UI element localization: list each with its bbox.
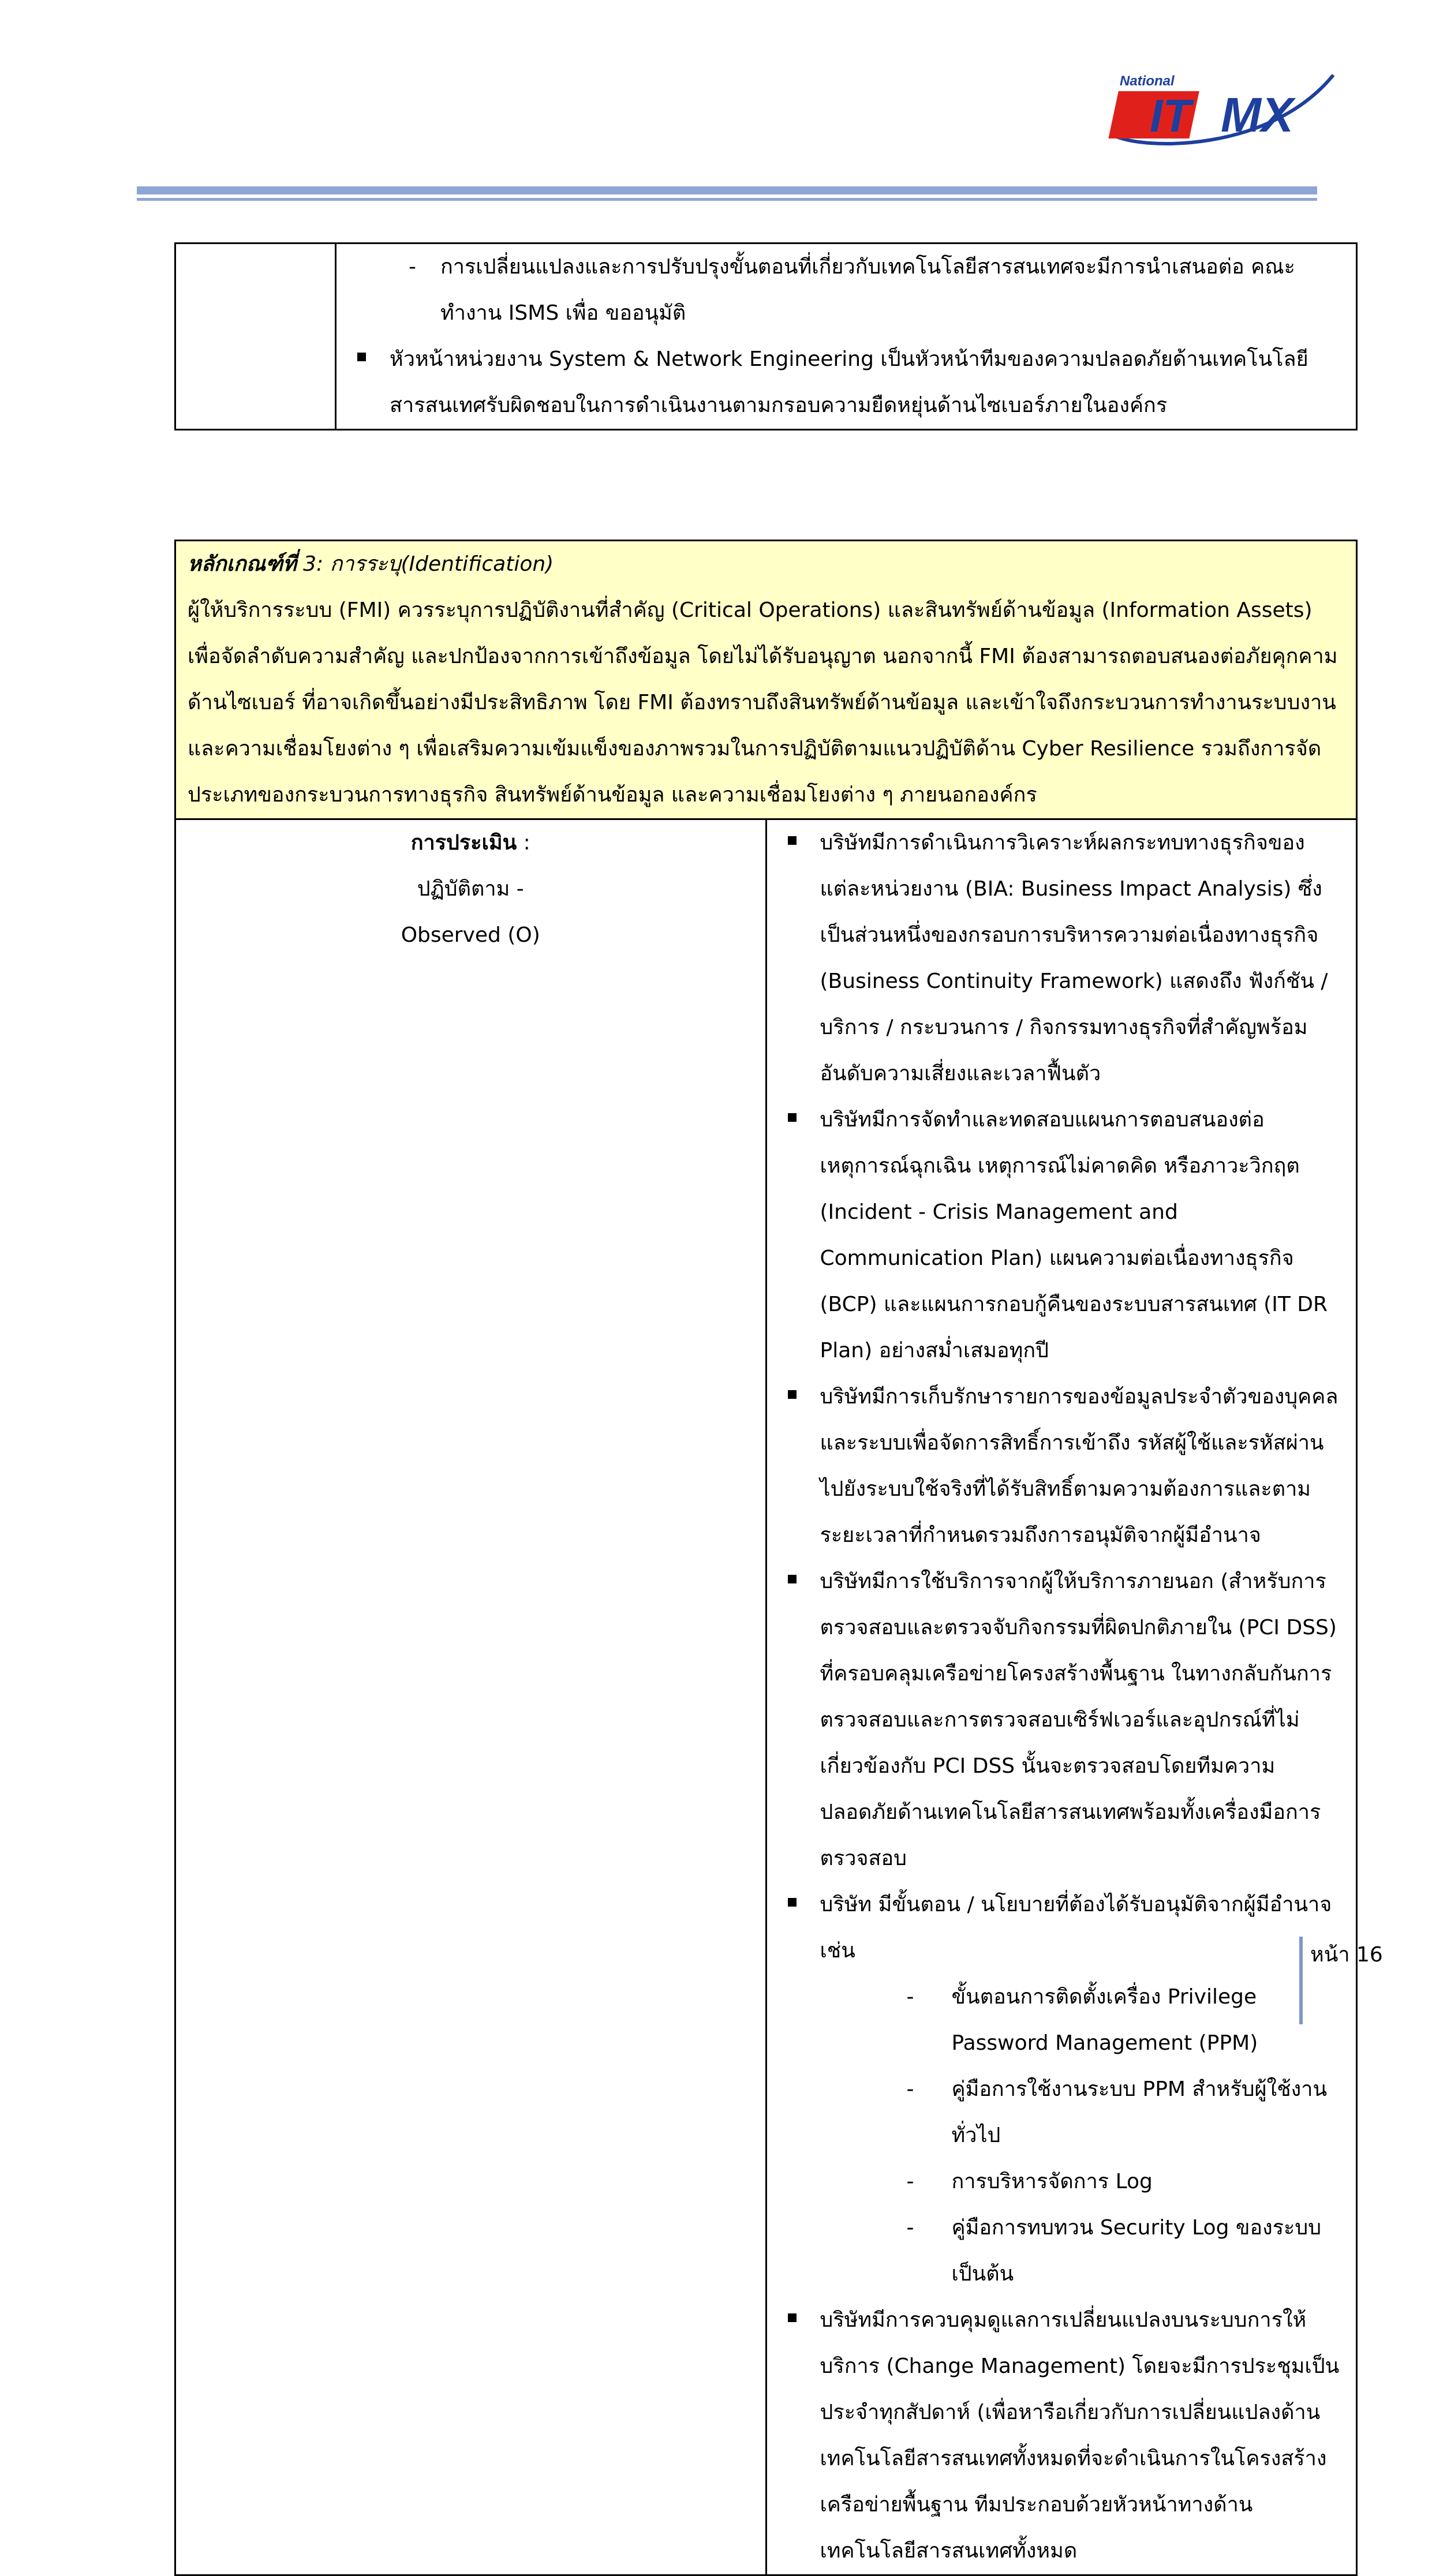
assessment-bullet-list — [779, 820, 1345, 2574]
sub-item-text: การบริหารจัดการ Log — [951, 2170, 1153, 2193]
list-item — [779, 1882, 1345, 2297]
bullet-marker — [788, 1898, 797, 1907]
assessment-bullet-text: บริษัทมีการเก็บรักษารายการของข้อมูลประจำตัวของบุคคลและระบบเพื่อจัดการสิทธิ์การเข้าถึง รหัสผู้ใช้และรหัสผ่านไปยังระบบใช้จริงที่ได้รับสิทธิ์ตามความต้องการและตามระยะเวลาที่กำหนดรวมถึงการอนุมัติจากผู้มีอำนาจ — [820, 1385, 1338, 1547]
sub-list-item — [907, 2159, 1345, 2205]
list-item — [779, 1097, 1345, 1374]
assessment-bullet-text: บริษัทมีการควบคุมดูแลการเปลี่ยนแปลงบนระบบการให้บริการ (Change Management) โดยจะมีการประชุมเป็นประจำทุกสัปดาห์ (เพื่อหารือเกี่ยวกับการเปลี่ยนแปลงด้านเทคโนโลยีสารสนเทศทั้งหมดที่จะดำเนินการในโครงสร้างเครือข่ายพื้นฐาน ทีมประกอบด้วยหัวหน้าทางด้านเทคโนโลยีสารสนเทศทั้งหมด — [820, 2308, 1340, 2563]
sub-list-item — [907, 2205, 1345, 2297]
assessment-label-line1 — [182, 820, 760, 866]
bullet-marker — [357, 353, 366, 361]
bullet-marker — [788, 2313, 797, 2322]
logo-it-text: IT — [1150, 90, 1191, 141]
logo-mx-text: MX — [1221, 88, 1293, 142]
itmx-logo — [1097, 63, 1345, 156]
criteria-title-bold: หลักเกณฑ์ที่ — [188, 552, 297, 576]
dash-marker: - — [409, 255, 416, 279]
assessment-label-line3: Observed (O) — [401, 923, 540, 947]
list-item — [348, 336, 1344, 429]
continuation-table — [174, 242, 1358, 430]
criteria-row — [175, 541, 1357, 819]
list-item — [779, 820, 1345, 1097]
bullet-marker — [788, 1575, 797, 1583]
assessment-sub-list — [820, 1974, 1345, 2297]
continuation-row — [175, 244, 1357, 430]
header-rule-thick — [137, 186, 1317, 194]
criteria-title — [188, 541, 1344, 587]
assessment-bullet-text: บริษัทมีการจัดทำและทดสอบแผนการตอบสนองต่อเหตุการณ์ฉุกเฉิน เหตุการณ์ไม่คาดคิด หรือภาวะวิกฤต (Incident - Crisis Management and Communication Plan) แผนความต่อเนื่องทางธุรกิจ (BCP) และแผนการกอบกู้คืนของระบบสารสนเทศ (IT DR Plan) อย่างสม่ำเสมอทุกปี — [820, 1108, 1328, 1362]
assessment-label-line2: ปฏิบัติตาม - — [417, 877, 524, 901]
continuation-content-cell — [336, 244, 1357, 430]
continuation-dash-item — [348, 244, 1344, 336]
assessment-bullet-text: บริษัทมีการใช้บริการจากผู้ให้บริการภายนอก (สำหรับการตรวจสอบและตรวจจับกิจกรรมที่ผิดปกติภายใน (PCI DSS) ที่ครอบคลุมเครือข่ายโครงสร้างพื้นฐาน ในทางกลับกันการตรวจสอบและการตรวจสอบเซิร์ฟเวอร์และอุปกรณ์ที่ไม่เกี่ยวข้องกับ PCI DSS นั้นจะตรวจสอบโดยทีมความปลอดภัยด้านเทคโนโลยีสารสนเทศพร้อมทั้งเครื่องมือการตรวจสอบ — [820, 1570, 1337, 1870]
header-rule-thin — [137, 198, 1317, 201]
assessment-row — [175, 819, 1357, 2575]
assessment-bullet-text: บริษัท มีขั้นตอน / นโยบายที่ต้องได้รับอนุมัติจากผู้มีอำนาจเช่น — [820, 1893, 1332, 1963]
assessment-label-cell — [175, 819, 767, 2575]
bullet-marker — [788, 1113, 797, 1122]
dash-marker: - — [906, 2170, 914, 2193]
sub-item-text: คู่มือการทบทวน Security Log ของระบบ เป็นต้น — [951, 2216, 1322, 2286]
bullet-marker — [788, 1390, 797, 1399]
sub-list-item — [907, 2066, 1345, 2159]
sub-item-text: ขั้นตอนการติดตั้งเครื่อง Privilege Password Management (PPM) — [951, 1985, 1258, 2055]
assessment-content-cell — [766, 819, 1357, 2575]
continuation-bullet-text: หัวหน้าหน่วยงาน System & Network Engineering เป็นหัวหน้าทีมของความปลอดภัยด้านเทคโนโลยีสารสนเทศรับผิดชอบในการดำเนินงานตามกรอบความยืดหยุ่นด้านไซเบอร์ภายในองค์กร — [390, 347, 1308, 417]
sub-item-text: คู่มือการใช้งานระบบ PPM สำหรับผู้ใช้งานทั่วไป — [951, 2077, 1328, 2147]
page-number: หน้า 16 — [1310, 1943, 1383, 1967]
sub-list-item — [907, 1974, 1345, 2066]
assessment-bullet-text: บริษัทมีการดำเนินการวิเคราะห์ผลกระทบทางธุรกิจของแต่ละหน่วยงาน (BIA: Business Impact Analysis) ซึ่งเป็นส่วนหนึ่งของกรอบการบริหารความต่อเนื่องทางธุรกิจ (Business Continuity Framework) แสดงถึง ฟังก์ชัน / บริการ / กระบวนการ / กิจกรรมทางธุรกิจที่สำคัญพร้อมอันดับความเสี่ยงและเวลาฟื้นตัว — [820, 831, 1328, 1085]
dash-marker: - — [906, 2077, 914, 2101]
list-item — [779, 1559, 1345, 1882]
assessment-label-colon: : — [517, 831, 530, 855]
assessment-label-bold: การประเมิน — [410, 831, 517, 855]
list-item — [779, 1374, 1345, 1559]
criteria-cell — [175, 541, 1357, 819]
logo-national-text: National — [1120, 73, 1175, 89]
criteria-body: ผู้ให้บริการระบบ (FMI) ควรระบุการปฏิบัติงานที่สำคัญ (Critical Operations) และสินทรัพย์ด้านข้อมูล (Information Assets) เพื่อจัดลำดับความสำคัญ และปกป้องจากการเข้าถึงข้อมูล โดยไม่ได้รับอนุญาต นอกจากนี้ FMI ต้องสามารถตอบสนองต่อภัยคุกคามด้านไซเบอร์ ที่อาจเกิดขึ้นอย่างมีประสิทธิภาพ โดย FMI ต้องทราบถึงสินทรัพย์ด้านข้อมูล และเข้าใจถึงกระบวนการทำงานระบบงาน และความเชื่อมโยงต่าง ๆ เพื่อเสริมความเข้มแข็งของภาพรวมในการปฏิบัติตามแนวปฏิบัติด้าน Cyber Resilience รวมถึงการจัดประเภทของกระบวนการทางธุรกิจ สินทรัพย์ด้านข้อมูล และความเชื่อมโยงต่าง ๆ ภายนอกองค์กร — [188, 598, 1338, 807]
criteria-table — [174, 540, 1358, 2576]
page-number-bar — [1299, 1937, 1303, 2024]
continuation-bullet-list — [348, 336, 1344, 429]
dash-marker: - — [906, 1985, 914, 2009]
criteria-title-rest: 3: การระบุ(Identification) — [296, 552, 554, 576]
list-item — [779, 2297, 1345, 2574]
continuation-dash-text: การเปลี่ยนแปลงและการปรับปรุงขั้นตอนที่เกี่ยวกับเทคโนโลยีสารสนเทศจะมีการนำเสนอต่อ คณะทำงาน ISMS เพื่อ ขออนุมัติ — [440, 255, 1295, 325]
bullet-marker — [788, 836, 797, 845]
continuation-label-cell — [175, 244, 336, 430]
dash-marker: - — [906, 2216, 914, 2240]
